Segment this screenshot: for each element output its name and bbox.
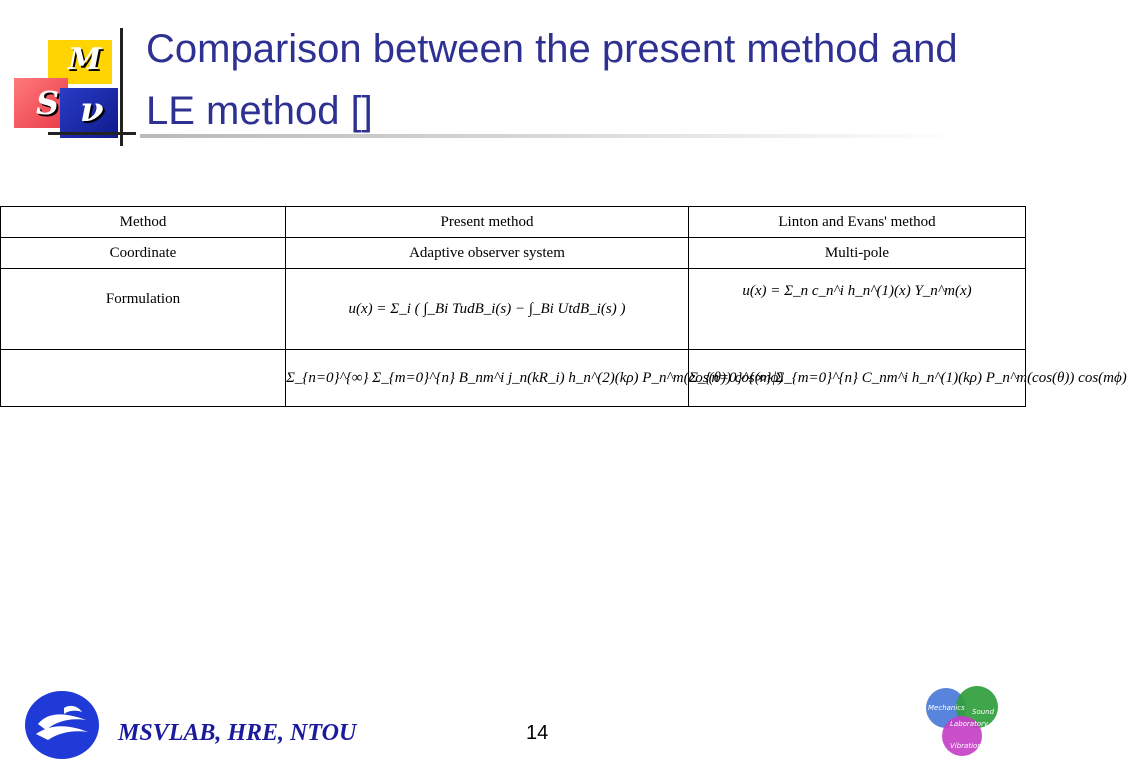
logo-letter-v: ν [80,90,104,130]
formula-present-series: Σ_{n=0}^{∞} Σ_{m=0}^{n} B_nm^i j_n(kR_i) h_n^(2)(kρ) P_n^m(cos(θ)) cos(mϕ) [286,369,784,386]
logo-horizontal-rule [48,132,136,135]
table-header-row [1,207,1026,238]
lab-circles-logo [922,684,1004,760]
table-row [1,269,1026,350]
cell-present-formulation [286,269,689,350]
page-number: 14 [526,722,549,744]
label-sound: Sound [972,708,995,716]
slide-title: Comparison between the present method and LE method [] [146,27,958,133]
footer-lab-name: MSVLAB, HRE, NTOU [118,720,357,746]
table-row [1,238,1026,269]
table-row [1,350,1026,407]
cell-le-formulation [689,269,1026,350]
label-laboratory: Laboratory [950,720,989,728]
cell-present-series [286,350,784,407]
formula-present-formulation: u(x) = Σ_i ( ∫_Bi TudB_i(s) − ∫_Bi UtdB_i(s) ) [348,300,626,317]
comparison-table [0,206,1127,407]
cell-le-coordinate: Multi-pole [689,238,1026,269]
header-present-method: Present method [286,207,689,238]
logo-letter-m: M [68,42,102,77]
row-label-empty [1,350,286,407]
label-mechanics: Mechanics [928,704,965,712]
label-vibration: Vibration [950,742,982,750]
logo-vertical-rule [120,28,123,146]
formula-le-series: Σ_{n=0}^{∞} Σ_{m=0}^{n} C_nm^i h_n^(1)(kρ) P_n^m(cos(θ)) cos(mϕ) [689,369,1127,386]
row-label-formulation: Formulation [1,269,286,350]
logo-letter-s: S [36,84,60,122]
formula-le-formulation: u(x) = Σ_n c_n^i h_n^(1)(x) Y_n^m(x) [742,283,972,299]
msv-logo [0,0,140,150]
ntou-logo-icon [24,690,100,760]
cell-le-series [689,350,1127,407]
header-method: Method [1,207,286,238]
title-underline [140,134,960,138]
cell-present-coordinate: Adaptive observer system [286,238,689,269]
header-le-method: Linton and Evans' method [689,207,1026,238]
row-label-coordinate: Coordinate [1,238,286,269]
